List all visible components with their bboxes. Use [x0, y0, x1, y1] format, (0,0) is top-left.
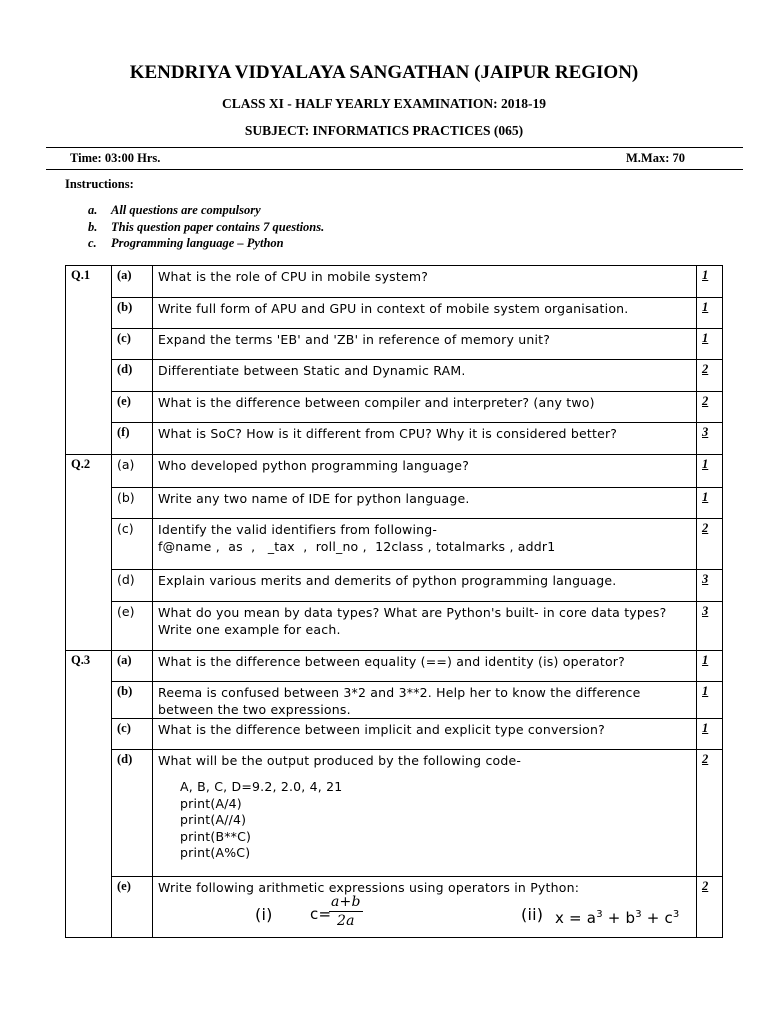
part-label: (c) [112, 719, 153, 750]
question-text: What do you mean by data types? What are Python's built- in core data types? Write one example for each. [153, 602, 697, 651]
table-row [66, 750, 723, 877]
exam-title: CLASS XI - HALF YEARLY EXAMINATION: 2018-19 [221, 96, 547, 111]
code-line: print(B**C) [180, 828, 252, 844]
instructions-title: Instructions: [65, 177, 134, 191]
part-label: (a) [112, 266, 153, 298]
part-label: (a) [112, 455, 153, 488]
code-line: print(A%C) [180, 845, 251, 860]
instructions-list [88, 202, 324, 252]
formula-i-lhs: c= [310, 905, 332, 923]
formula-i-label: (i) [255, 905, 273, 924]
marks: 3 [697, 423, 723, 455]
marks: 1 [697, 682, 723, 719]
marks: 1 [697, 488, 723, 519]
table-row [66, 602, 723, 651]
marks: 2 [697, 750, 723, 877]
question-number: Q.1 [66, 266, 112, 455]
bottom-rule [46, 169, 743, 170]
question-text: What is the role of CPU in mobile system? [153, 266, 697, 298]
instruction-item: b. This question paper contains 7 questions. [88, 219, 325, 234]
question-text: What is SoC? How is it different from CPU? Why it is considered better? [153, 423, 697, 455]
part-label: (b) [112, 682, 153, 719]
table-row [66, 519, 723, 570]
part-label: (f) [112, 423, 153, 455]
marks: 3 [697, 570, 723, 602]
marks: 2 [697, 877, 723, 938]
marks: 1 [697, 298, 723, 329]
code-line: print(A//4) [180, 812, 247, 827]
part-label: (e) [112, 602, 153, 651]
table-row [66, 423, 723, 455]
fraction-numerator: a+b [331, 894, 361, 910]
question-line: What will be the output produced by the following code- [158, 753, 522, 768]
subject-title: SUBJECT: INFORMATICS PRACTICES (065) [244, 123, 524, 138]
question-text: Who developed python programming language? [153, 455, 697, 488]
marks: 2 [697, 392, 723, 423]
marks: 1 [697, 266, 723, 298]
identifier-list: f@name , as , _tax , roll_no , 12class , totalmarks , addr1 [158, 539, 556, 554]
question-text [153, 750, 697, 877]
table-row [66, 570, 723, 602]
part-label: (b) [112, 298, 153, 329]
marks: 1 [697, 455, 723, 488]
part-label: (a) [112, 651, 153, 682]
part-label: (e) [112, 392, 153, 423]
question-number: Q.3 [66, 651, 112, 938]
formula-ii-expression: $x = a^3 + b^3 + c^3$ [555, 909, 680, 927]
formula-ii-label: (ii) [521, 905, 544, 924]
table-row [66, 455, 723, 488]
question-line: Write following arithmetic expressions using operators in Python: [158, 880, 580, 895]
part-label: (d) [112, 360, 153, 392]
part-label: (c) [112, 519, 153, 570]
marks: 2 [697, 519, 723, 570]
marks: 1 [697, 329, 723, 360]
question-text: Write any two name of IDE for python language. [153, 488, 697, 519]
top-rule [46, 147, 743, 148]
instruction-item: c. Programming language – Python [88, 236, 284, 250]
question-text: What is the difference between equality (==) and identity (is) operator? [153, 651, 697, 682]
table-row [66, 360, 723, 392]
question-line: Identify the valid identifiers from following- [158, 522, 438, 537]
question-text: Write full form of APU and GPU in context of mobile system organisation. [153, 298, 697, 329]
table-row [66, 488, 723, 519]
time-duration: Time: 03:00 Hrs. [70, 151, 161, 165]
part-label: (c) [112, 329, 153, 360]
marks: 1 [697, 651, 723, 682]
table-row [66, 266, 723, 298]
table-row [66, 298, 723, 329]
question-text: Explain various merits and demerits of python programming language. [153, 570, 697, 602]
part-label: (b) [112, 488, 153, 519]
question-text [153, 877, 697, 938]
part-label: (e) [112, 877, 153, 938]
marks: 3 [697, 602, 723, 651]
max-marks: M.Max: 70 [626, 151, 686, 165]
table-row [66, 329, 723, 360]
code-line: print(A/4) [180, 795, 242, 811]
table-row [66, 719, 723, 750]
question-number: Q.2 [66, 455, 112, 651]
org-title: KENDRIYA VIDYALAYA SANGATHAN (JAIPUR REGION) [129, 62, 639, 83]
part-label: (d) [112, 570, 153, 602]
table-row [66, 682, 723, 719]
question-text: Differentiate between Static and Dynamic RAM. [153, 360, 697, 392]
fraction [329, 894, 363, 931]
questions-table [65, 265, 723, 938]
question-text: What is the difference between compiler and interpreter? (any two) [153, 392, 697, 423]
table-row [66, 877, 723, 938]
question-text: Expand the terms 'EB' and 'ZB' in reference of memory unit? [153, 329, 697, 360]
marks: 2 [697, 360, 723, 392]
marks: 1 [697, 719, 723, 750]
fraction-denominator: 2a [336, 913, 355, 929]
table-row [66, 651, 723, 682]
code-line: A, B, C, D=9.2, 2.0, 4, 21 [180, 779, 343, 794]
table-row [66, 392, 723, 423]
question-text: Reema is confused between 3*2 and 3**2. Help her to know the difference between the two expressions. [153, 682, 697, 719]
formula-block [158, 896, 691, 932]
instruction-item: a. All questions are compulsory [88, 203, 261, 217]
part-label: (d) [112, 750, 153, 877]
question-text [153, 519, 697, 570]
code-block [180, 779, 691, 862]
question-text: What is the difference between implicit and explicit type conversion? [153, 719, 697, 750]
